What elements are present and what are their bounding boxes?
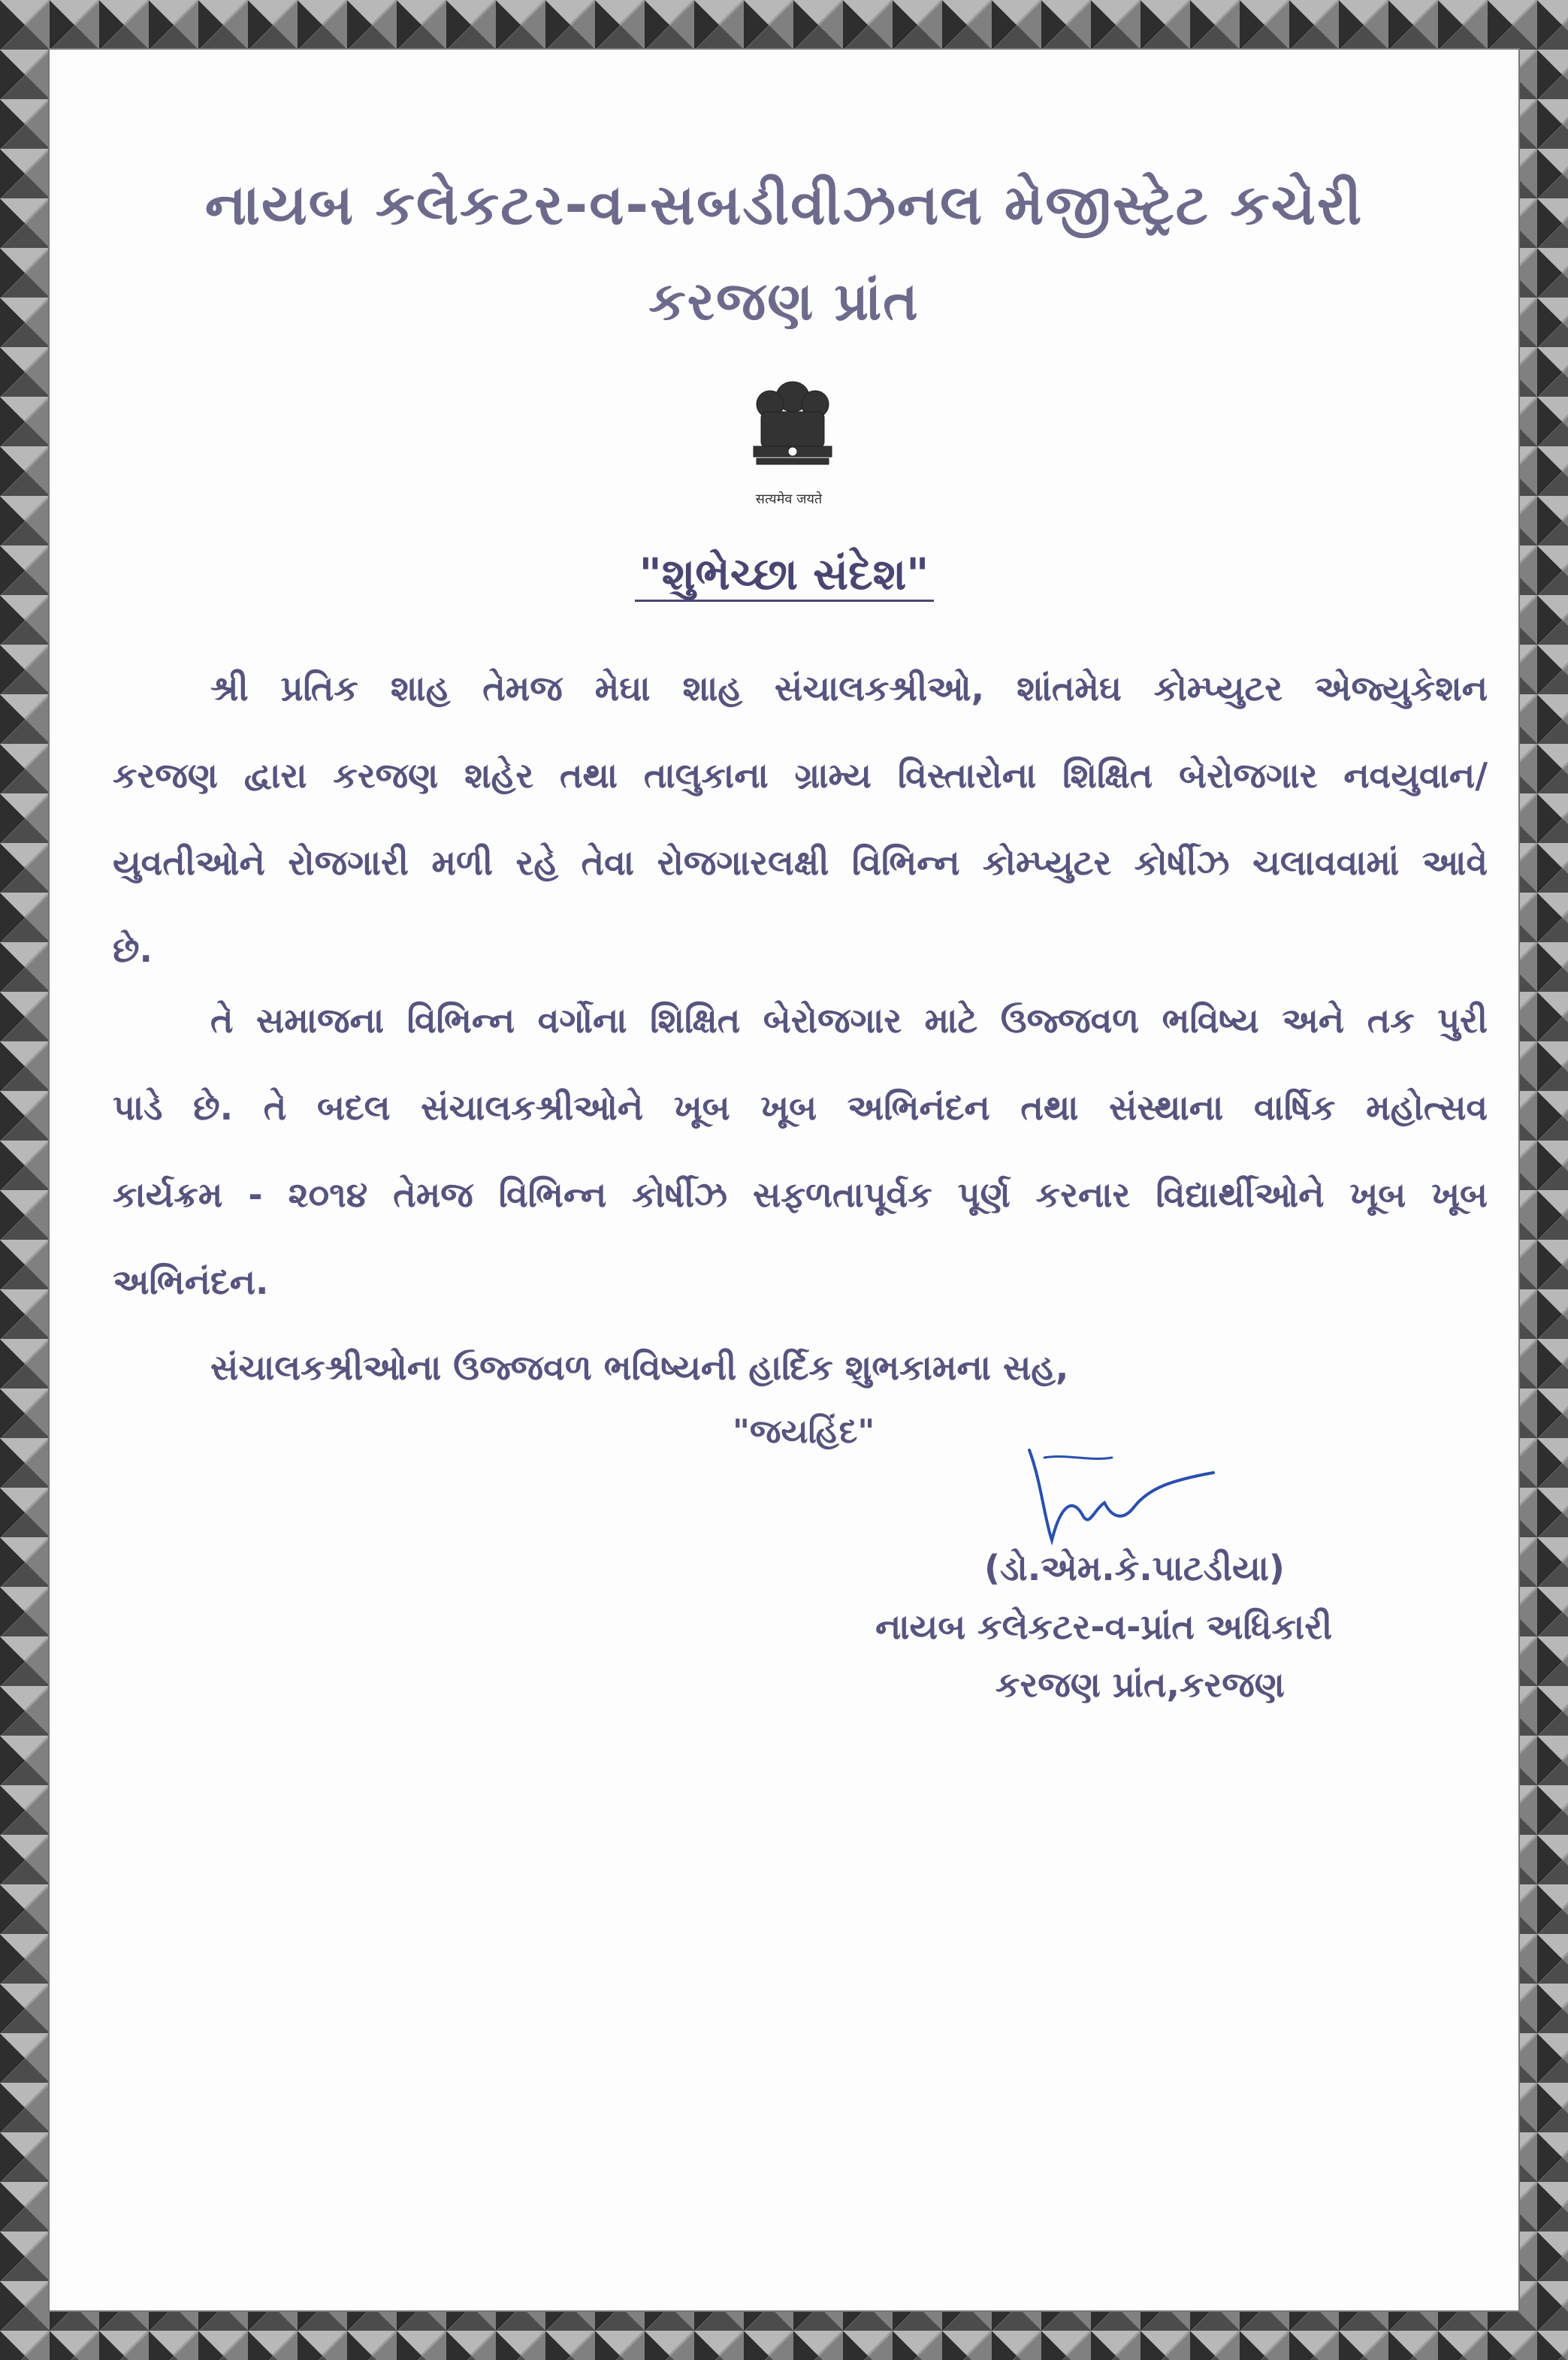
region-title: કરજણ પ્રાંત bbox=[648, 270, 920, 332]
subject-heading bbox=[0, 548, 1568, 600]
signatory-designation: નાયબ કલેકટર-વ-પ્રાંત અધિકારી bbox=[875, 1606, 1333, 1647]
body-paragraph-1: શ્રી પ્રતિક શાહ તેમજ મેઘા શાહ સંચાલકશ્રીઓ, શાંતમેઘ કોમ્પ્યુટર એજ્યુકેશન કરજણ દ્વારા કરજણ શહેર તથા તાલુકાના ગ્રામ્ય વિસ્તારોના શિક્ષિત બેરોજગાર નવયુવાન/યુવતીઓને રોજગારી મળી રહે તેવા રોજગારલક્ષી વિભિન્ન કોમ્પ્યુટર કોર્ષીઝ ચલાવવામાં આવે છે. bbox=[113, 668, 1488, 970]
handwritten-signature bbox=[999, 1428, 1225, 1555]
office-title: નાયબ કલેકટર-વ-સબડીવીઝનલ મેજીસ્ટ્રેટ કચેરી bbox=[204, 173, 1364, 237]
signatory-name: (ડો.એમ.કે.પાટડીયા) bbox=[984, 1548, 1285, 1588]
signatory-place: કરજણ પ્રાંત,કરજણ bbox=[995, 1664, 1285, 1705]
greeting-line: સંચાલકશ્રીઓના ઉજ્જવળ ભવિષ્યની હાર્દિક શુભકામના સહ, bbox=[210, 1347, 1069, 1388]
closing-salutation: "જયહિંદ" bbox=[733, 1413, 875, 1451]
subject-text: "શુભેચ્છા સંદેશ" bbox=[635, 548, 934, 602]
body-paragraph-2: તે સમાજના વિભિન્ન વર્ગોના શિક્ષિત બેરોજગાર માટે ઉજ્જવળ ભવિષ્ય અને તક પુરી પાડે છે. તે બદલ સંચાલકશ્રીઓને ખૂબ ખૂબ અભિનંદન તથા સંસ્થાના વાર્ષિક મહોત્સવ કાર્યક્રમ - ૨૦૧૪ તેમજ વિભિન્ન કોર્ષીઝ સફળતાપૂર્વક પૂર્ણ કરનાર વિદ્યાર્થીઓને ખૂબ ખૂબ અભિનંદન. bbox=[113, 1000, 1488, 1302]
emblem-motto: सत्यमेव जयते bbox=[755, 491, 823, 507]
